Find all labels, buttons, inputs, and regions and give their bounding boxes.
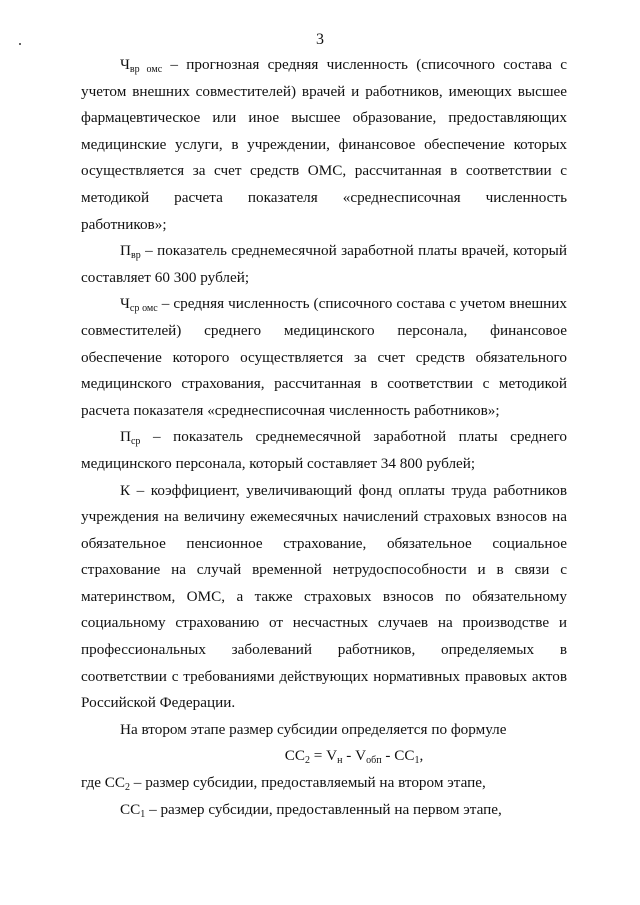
symbol-main: П (120, 428, 131, 446)
paragraph-pvr (81, 238, 567, 291)
paragraph-text: На втором этапе размер субсидии определяется по формуле (120, 720, 507, 738)
symbol-main: П (120, 242, 131, 260)
paragraph-text: К – коэффициент, увеличивающий фонд оплаты труда работников учреждения на величину ежемесячных начислений страховых взносов на обязательное пенсионное страхование, обязательное социальное страхование на случай временной нетрудоспособности и в связи с материнством, ОМС, а также страховых взносов по обязательному социальному страхованию от несчастных случаев на производстве и профессиональных заболеваний работников, определяемых в соответствии с требованиями действующих нормативных правовых актов Российской Федерации. (81, 481, 567, 712)
symbol-subscript: 2 (125, 782, 130, 794)
paragraph-where-cc2 (81, 770, 567, 797)
symbol-subscript: 1 (140, 808, 146, 820)
formula-cc1-subscript: 1 (414, 755, 420, 767)
symbol-subscript: вр (130, 250, 141, 262)
formula-lhs: СС (284, 747, 305, 765)
symbol-main: Ч (120, 295, 130, 313)
paragraph-psr (81, 424, 567, 477)
page-number: 3 (316, 31, 324, 48)
formula-end: , (419, 747, 424, 765)
formula-v1-subscript: н (337, 755, 343, 767)
symbol-main: Ч (120, 56, 130, 73)
formula-v1: = V (309, 747, 338, 765)
symbol-subscript: вр омс (129, 64, 163, 75)
paragraph-k-coefficient (81, 478, 567, 717)
symbol-subscript: ср (130, 436, 141, 448)
formula-lhs-subscript: 2 (304, 755, 310, 767)
paragraph-text: – показатель среднемесячной заработной платы врачей, который составляет 60 300 рублей; (81, 242, 567, 286)
paragraph-text: – размер субсидии, предоставленный на первом этапе, (145, 800, 502, 818)
formula-subsidy (81, 743, 567, 770)
symbol-subscript: ср омс (129, 303, 158, 315)
formula-cc1: - СС (381, 747, 415, 765)
body-text (81, 52, 567, 823)
paragraph-text: – показатель среднемесячной заработной платы среднего медицинского персонала, который составляет 34 800 рублей; (81, 428, 567, 472)
paragraph-chsr-oms (81, 291, 567, 424)
paragraph-text: – средняя численность (списочного состава с учетом внешних совместителей) среднего медицинского персонала, финансовое обеспечение которого осуществляется за счет средств обязательного медицинского страхования, рассчитанная в соответствии с методикой расчета показателя «среднесписочная численность работников»; (81, 295, 567, 419)
paragraph-cc1 (81, 797, 567, 824)
symbol-main: где СС (81, 774, 125, 792)
paragraph-text: – размер субсидии, предоставляемый на втором этапе, (130, 774, 486, 792)
paragraph-chvr-oms (81, 52, 567, 238)
paragraph-text: – прогнозная средняя численность (списочного состава с учетом внешних совместителей) врачей и работников, имеющих высшее фармацевтическое или иное высшее образование, предоставляющих медицинские услуги, в учреждении, финансовое обеспечение которых осуществляется за счет средств ОМС, рассчитанная в соответствии с методикой расчета показателя «среднесписочная численность работников»; (81, 56, 567, 233)
symbol-main: СС (120, 800, 141, 818)
paragraph-second-stage (81, 717, 567, 744)
formula-v2-subscript: обп (366, 755, 382, 767)
formula-v2: - V (342, 747, 367, 765)
